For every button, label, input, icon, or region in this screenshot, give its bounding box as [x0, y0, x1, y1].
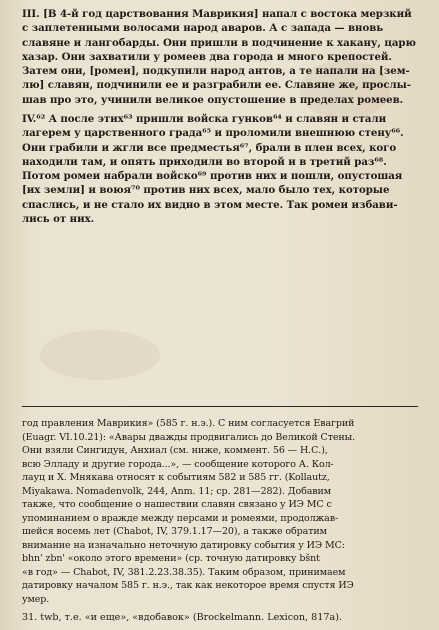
text-line: лю] славян, подчинили ее и разграбили ее. Славяне же, прослы- [22, 79, 411, 92]
text-line: хазар. Они захватили у ромеев два города и много крепостей. [22, 50, 392, 63]
footnote-line: «в год» — Chabot, IV, 381.2.23.38.35). Таким образом, принимаем [22, 566, 346, 578]
footnote-line: также, что сообщение о нашествии славян связано у ИЭ МС с [22, 499, 332, 510]
section-iv [22, 112, 418, 226]
footnote-line: умер. [22, 593, 50, 605]
section-iii [22, 7, 418, 107]
footnote-line: (Euagr. VI.10.21): «Авары дважды продвигались до Великой Стены. [22, 431, 356, 443]
text-line: лагерем у царственного града⁶⁵ и проломили внешнюю стену⁶⁶. [22, 127, 404, 140]
text-line: спаслись, и не стало их видно в этом месте. Так ромеи избави- [22, 198, 398, 211]
footnote-line: год правления Маврикия» (585 г. н.э.). С ним согласуется Евагрий [22, 418, 355, 429]
footnote-line: лауц и Х. Мнякава относят к событиям 582 и 585 гг. (Kollautz, [22, 472, 330, 483]
text-line: находили там, и опять приходили во второй и в третий раз⁶⁸. [22, 155, 387, 168]
footnote-line: всю Элладу и другие города...», — сообщение которого А. Кол- [22, 458, 334, 470]
paper-stain [40, 330, 160, 380]
text-line: Затем они, [ромеи], подкупили народ антов, а те напали на [зем- [22, 65, 410, 78]
footnote-line: bhn' zbn' «около этого времени» (ср. точную датировку bšnt [22, 553, 320, 564]
text-line: славяне и лангобарды. Они пришли в подчинение к хакану, царю [22, 36, 416, 49]
text-line: Они грабили и жгли все предместья⁶⁷, брали в плен всех, кого [22, 141, 397, 154]
footnote-line: Miyakawa. Nomadenvolk, 244, Anm. 11; ср. 281—282). Добавим [22, 485, 332, 497]
footnote-line: Они взяли Сингидун, Анхиал (см. ниже, коммент. 56 — Н.С.), [22, 445, 328, 456]
footnote-line: упоминанием о вражде между персами и ромеями, продолжав- [22, 512, 339, 524]
text-line: Потом ромеи набрали войско⁶⁹ против них и пошли, опустошая [22, 170, 403, 183]
text-line: с заплетенными волосами народ аваров. А с запада — вновь [22, 22, 384, 35]
footnotes [22, 417, 418, 606]
footnote-line: датировку началом 585 г. н.э., так как некоторое время спустя ИЭ [22, 580, 354, 591]
text-line: III. [В 4-й год царствования Маврикия] напал с востока мерзкий [22, 8, 412, 20]
text-line: шав про это, учинили великое опустошение в пределах ромеев. [22, 93, 404, 106]
footnote-separator [22, 406, 418, 407]
text-line: лись от них. [22, 213, 95, 226]
text-line: IV.⁶² А после этих⁶³ пришли войска гунков⁶⁴ и славян и стали [22, 113, 387, 125]
footnote-line: шейся восемь лет (Chabot, IV, 379.1.17—20), а также обратим [22, 526, 327, 537]
footnote-line: внимание на изначально неточную датировку события у ИЭ МС: [22, 539, 345, 551]
footnote-31: 31. twb, т.е. «и еще», «вдобавок» (Brockelmann. Lexicon, 817a). [22, 612, 342, 623]
text-line: [их земли] и воюя⁷⁰ против них всех, мало было тех, которые [22, 184, 390, 197]
